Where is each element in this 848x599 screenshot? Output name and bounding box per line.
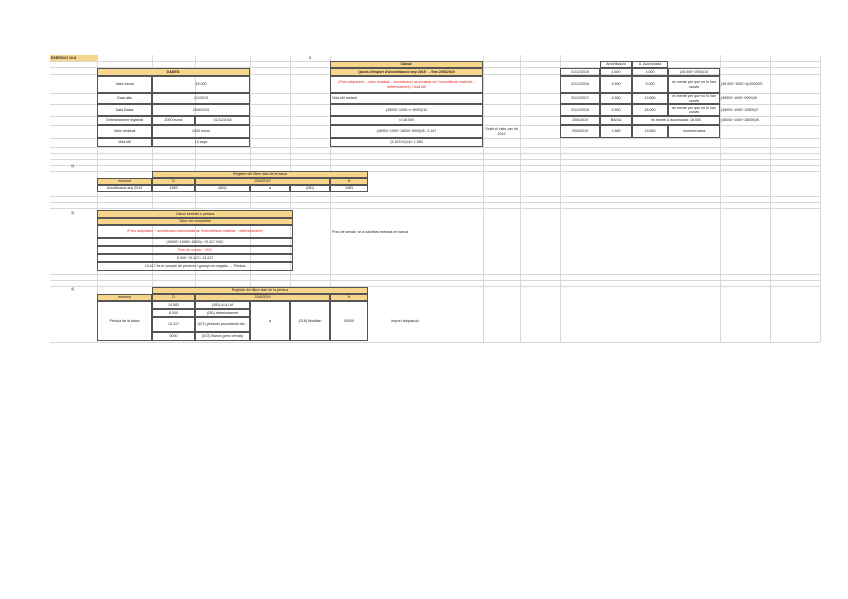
calcul-formula: (Preu adquisició – valor residual – amortització acumulada de l'immobilitzat material – deteriorament) / vida útil — [330, 76, 483, 93]
s4-note: Import adquisició — [391, 318, 419, 323]
top-mark: 5 — [309, 55, 311, 60]
amort-calc: (45000−1000−12800)/7 — [721, 107, 759, 112]
s2-row-h: 1583 — [330, 185, 368, 192]
dades-label: Valor residual — [97, 125, 152, 138]
amort-calc: (45000−1000−9000)/8 — [721, 96, 757, 101]
amort-value: 1.583 — [600, 125, 632, 138]
vida-util-restant: Vida útil restant — [330, 93, 483, 104]
s3-calc-3: 5.000−19.417= 13.417 — [97, 254, 293, 262]
section-2-number: 2) — [71, 164, 75, 169]
amort-date: 31/12/2017 — [560, 93, 600, 104]
s4-date-header: 20/6/2019 — [195, 294, 330, 301]
s2-row-d: 1583 — [152, 185, 195, 192]
dades-value: 45.000 — [152, 76, 250, 93]
amort-col-header: Amortització — [600, 61, 632, 68]
dades-value: 20/6/2019 — [152, 104, 250, 116]
s4-a: a — [250, 301, 290, 341]
section-4-number: 4) — [71, 287, 75, 292]
calcul-side-note: Sortir el valor per nit 2019 — [485, 127, 518, 136]
amort-value: 4.500 — [600, 93, 632, 104]
s3-calc-1: (45000−19583−8000)= 19.417 VNC — [97, 238, 293, 246]
s4-account: (291) deteriorament — [195, 309, 250, 317]
amort-value: 4.500 — [600, 104, 632, 116]
acum-value: 13.500 — [632, 93, 668, 104]
s4-h-value: 45000 — [330, 301, 368, 341]
s3-conclusion: 13.417 és el compte de pèrdues i guanys en negatiu → Pèrdua — [97, 262, 293, 271]
s2-h-header: H — [330, 178, 368, 185]
dades-value: 2000 euros — [152, 116, 195, 125]
amort-date: 31/12/2015 — [560, 68, 600, 76]
amort-calc: (45.000−1000−x)/10000/9 — [721, 82, 763, 87]
s3-header: Càlcul benefici o pèrdua — [97, 210, 293, 218]
s2-row-account-2: (281) — [290, 185, 330, 192]
s4-row-label: Pèrdua de la baixa — [97, 301, 152, 341]
amort-date: 31/12/2016 — [560, 76, 600, 93]
amort-note: moment baixa — [668, 125, 720, 138]
exercise-title: EXERCICI 10.8 — [50, 55, 97, 61]
s4-d-value: 19.583 — [152, 301, 195, 309]
s3-formula: (Preu adquisició − amortització acumulada de l'immobilitzat material − deteriorament) — [97, 225, 293, 238]
s4-d-value: 13.417 — [152, 317, 195, 332]
acum-value: 19.583 — [632, 125, 668, 138]
section-2-header: Registre del llibre diari de la baixa — [152, 171, 368, 178]
amort-note: es menté per que no hi han canvis — [668, 93, 720, 104]
dades-value: 10 anys — [152, 138, 250, 147]
dades-label: Valor inicial — [97, 76, 152, 93]
amort-note: es menté per que no hi han canvis — [668, 104, 720, 116]
acum-col-header: A. Acumulada — [632, 61, 668, 68]
acum-value: 4.500 — [632, 68, 668, 76]
s4-d-value: 8.000 — [152, 309, 195, 317]
calcul-line-1: (45000−1000−x−8000)/10 — [330, 104, 483, 116]
s3-side-note: Preu de venda: ve a cashflow entrada en banca — [332, 229, 409, 234]
dades-value: 1000 euros — [152, 125, 250, 138]
s2-d-header: D — [152, 178, 195, 185]
s4-moment-header: moment — [97, 294, 152, 301]
dades-value: 1/1/2015 — [152, 93, 250, 104]
s2-moment-header: moment — [97, 178, 152, 185]
dades-label: Data Baixa — [97, 104, 152, 116]
dades-label: Vida útil — [97, 138, 152, 147]
amort-value: BAIXA — [600, 116, 632, 125]
amort-date: 20/6/2019 — [560, 116, 600, 125]
calcul-line-4: (3.167/12)×6= 1.583 — [330, 138, 483, 147]
dades-label: Data alta — [97, 93, 152, 104]
amort-date: 31/12/2018 — [560, 104, 600, 116]
calcul-header: Càlcul: — [330, 61, 483, 68]
amort-value: 4.500 — [600, 68, 632, 76]
acum-value: 18.000 — [632, 104, 668, 116]
s4-account: (281) A.A.I.M — [195, 301, 250, 309]
s2-row-account-1: (681) — [195, 185, 250, 192]
calcul-subheader: Quota d'import d'Amortització any 2019 → fins 20/6/2019 — [330, 68, 483, 76]
s4-d-value: 5000 — [152, 332, 195, 341]
section-3-number: 3) — [71, 211, 75, 216]
amort-note: es menté per que no hi han canvis — [668, 76, 720, 93]
amort-calc: (45000−1000−18000)/8 — [721, 118, 759, 123]
dades-extra: 31/12/2018 — [195, 116, 250, 125]
s3-sub: Valor net comptable — [97, 218, 293, 225]
calcul-line-3: (45000−1000−18000−8000)/5= 3.167 — [330, 125, 483, 138]
acum-value: 9.000 — [632, 76, 668, 93]
s4-h-account: (218) Mobiliari — [290, 301, 330, 341]
s2-row-a: a — [250, 185, 290, 192]
amort-value: 4.500 — [600, 76, 632, 93]
s4-account: (671) pèrdues procedents del... — [195, 317, 250, 332]
acum-value: es manté A.Acumulada: 18.000 — [632, 116, 720, 125]
s4-account: (572) Bancs (preu venda) — [195, 332, 250, 341]
dades-label: Deteriorament registrat — [97, 116, 152, 125]
s4-h-header: H — [330, 294, 368, 301]
s2-date-header: 20/6/2019 — [195, 178, 330, 185]
amort-note: (45.000−1000)/10 — [668, 68, 720, 76]
amort-date: 20/6/2019 — [560, 125, 600, 138]
calcul-line-2: x=18.000 — [330, 116, 483, 125]
section-4-header: Registre del llibre diari de la pèrdua — [152, 287, 368, 294]
s3-calc-2: Preu de venda − VNC — [97, 246, 293, 254]
s4-d-header: D — [152, 294, 195, 301]
s2-row-label: Amortització any 2019 — [97, 185, 152, 192]
dades-header: DADES: — [97, 68, 250, 76]
